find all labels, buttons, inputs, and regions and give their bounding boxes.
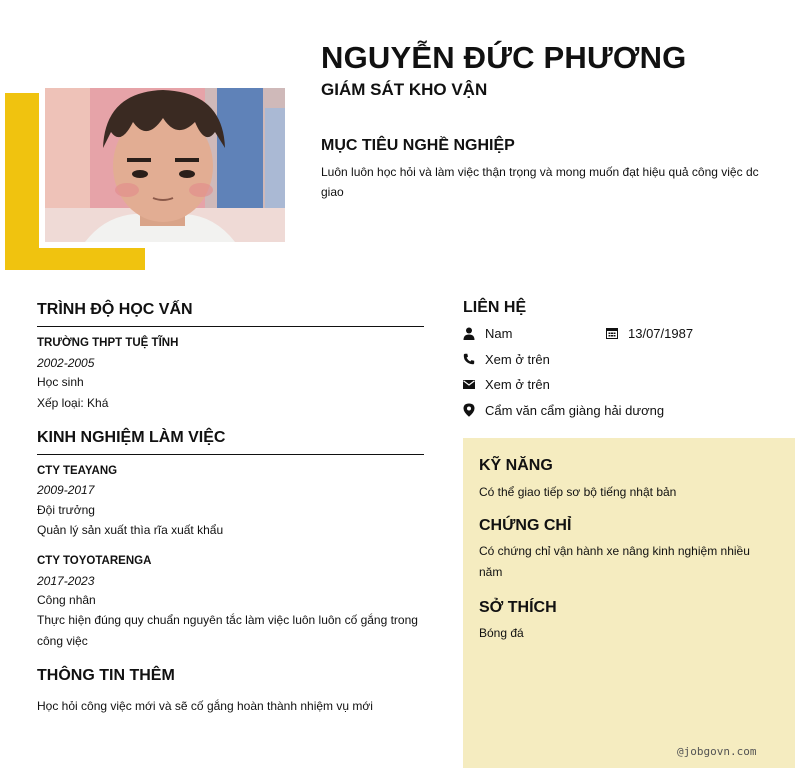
contact-address xyxy=(461,402,664,418)
contact-heading: LIÊN HỆ xyxy=(463,299,527,316)
gender-value: Nam xyxy=(485,325,513,341)
location-pin-icon xyxy=(461,402,477,418)
experience-role: Công nhân xyxy=(37,593,96,607)
hobbies-text: Bóng đá xyxy=(479,626,524,640)
experience-divider xyxy=(37,454,424,455)
certificates-heading: CHỨNG CHỈ xyxy=(479,517,572,534)
objective-heading: MỤC TIÊU NGHỀ NGHIỆP xyxy=(321,137,515,154)
education-school: TRƯỜNG THPT TUỆ TĨNH xyxy=(37,337,179,349)
contact-gender xyxy=(461,325,512,341)
certificates-text: Có chứng chỉ vận hành xe nâng kinh nghiệm nhiều năm xyxy=(479,544,750,579)
education-grade: Xếp loại: Khá xyxy=(37,396,109,410)
contact-email xyxy=(461,376,550,392)
experience-company: CTY TEAYANG xyxy=(37,465,118,477)
hobbies-heading: SỞ THÍCH xyxy=(479,599,557,616)
experience-heading: KINH NGHIỆM LÀM VIỆC xyxy=(37,429,226,446)
contact-birthdate xyxy=(604,325,693,341)
calendar-icon xyxy=(604,325,620,341)
additional-info-text: Học hỏi công việc mới và sẽ cố gắng hoàn thành nhiệm vụ mới xyxy=(37,699,373,713)
experience-description: Quản lý sản xuất thìa rĩa xuất khẩu xyxy=(37,523,224,537)
phone-value: Xem ở trên xyxy=(485,351,550,367)
experience-years: 2017-2023 xyxy=(37,574,95,588)
objective-text: Luôn luôn học hỏi và làm việc thận trọng và mong muốn đạt hiệu quả công việc dc giao xyxy=(321,165,759,199)
candidate-name: NGUYỄN ĐỨC PHƯƠNG xyxy=(321,40,687,75)
experience-years: 2009-2017 xyxy=(37,483,95,497)
experience-company: CTY TOYOTARENGA xyxy=(37,555,152,567)
person-icon xyxy=(461,325,477,341)
experience-description: Thực hiện đúng quy chuẩn nguyên tắc làm việc luôn luôn cố gắng trong công việc xyxy=(37,613,418,648)
address-value: Cẩm văn cẩm giàng hải dương xyxy=(485,402,665,418)
profile-photo xyxy=(45,88,285,242)
contact-phone xyxy=(461,351,550,367)
job-title: GIÁM SÁT KHO VẬN xyxy=(321,80,488,99)
email-value: Xem ở trên xyxy=(485,376,550,392)
birthdate-value: 13/07/1987 xyxy=(628,325,694,341)
watermark: @jobgovn.com xyxy=(677,745,757,758)
education-heading: TRÌNH ĐỘ HỌC VẤN xyxy=(37,301,193,318)
skills-heading: KỸ NĂNG xyxy=(479,457,553,474)
additional-info-heading: THÔNG TIN THÊM xyxy=(37,667,175,684)
mail-icon xyxy=(461,376,477,392)
phone-icon xyxy=(461,351,477,367)
education-divider xyxy=(37,326,424,327)
education-years: 2002-2005 xyxy=(37,356,95,370)
education-detail: Học sinh xyxy=(37,375,84,389)
skills-text: Có thể giao tiếp sơ bộ tiếng nhật bản xyxy=(479,485,677,499)
experience-role: Đội trưởng xyxy=(37,503,95,517)
